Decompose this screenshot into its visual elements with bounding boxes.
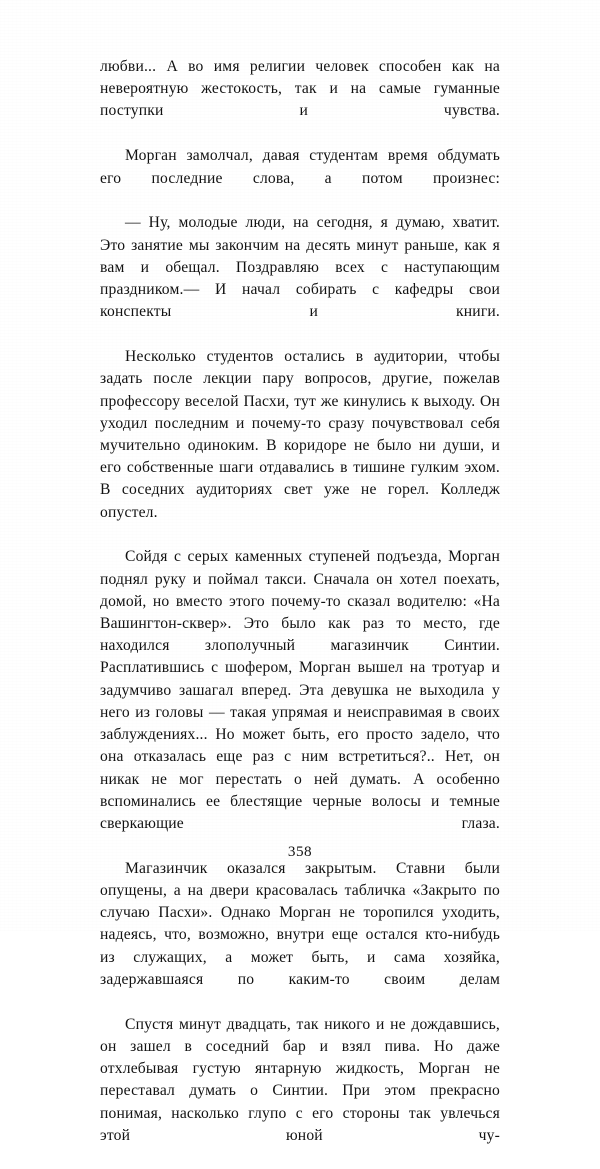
paragraph: — Ну, молодые люди, на сегодня, я думаю, хватит. Это занятие мы закончим на десять минут раньше, как я вам и обещал. Поздравляю всех с наступающим праздником.— И начал собирать с кафедры свои конспекты и книги.	[100, 214, 500, 321]
page-text-block	[100, 56, 500, 1169]
paragraph: Морган замолчал, давая студентам время обдумать его последние слова, а потом произнес:	[100, 147, 500, 187]
paragraph: Несколько студентов остались в аудитории, чтобы задать после лекции пару вопросов, другие, пожелав профессору веселой Пасхи, тут же кинулись к выходу. Он уходил последним и почему-то сразу почувствовал себя мучительно одиноким. В коридоре не было ни души, и его собственные шаги отдавались в тишине гулким эхом. В соседних аудиториях свет уже не горел. Колледж опустел.	[100, 348, 500, 521]
paragraph: Спустя минут двадцать, так никого и не дождавшись, он зашел в соседний бар и взял пива. Но даже отхлебывая густую янтарную жидкость, Морган не переставал думать о Синтии. При этом прекрасно понимая, насколько глупо с его стороны так увлечься этой юной чу-	[100, 1015, 500, 1144]
paragraph: Сойдя с серых каменных ступеней подъезда, Морган поднял руку и поймал такси. Сначала он хотел поехать, домой, но вместо этого почему-то сказал водителю: «На Вашингтон-сквер». Это было как раз то место, где находился злополучный магазинчик Синтии. Расплатившись с шофером, Морган вышел на тротуар и задумчиво зашагал вперед. Эта девушка не выходила у него из головы — такая упрямая и неисправимая в своих заблуждениях... Но может быть, его просто задело, что она отказалась еще раз с ним встретиться?.. Нет, он никак не мог перестать о ней думать. А особенно вспоминались ее блестящие черные волосы и темные сверкающие глаза.	[100, 548, 500, 832]
page-number: 358	[287, 843, 313, 860]
paragraph: Магазинчик оказался закрытым. Ставни были опущены, а на двери красовалась табличка «Закрыто по случаю Пасхи». Однако Морган не торопился уходить, надеясь, что, возможно, внутри еще остался кто-нибудь из служащих, а может быть, и сама хозяйка, задержавшаяся по каким-то своим делам	[100, 859, 500, 988]
paragraph: любви... А во имя религии человек способен как на невероятную жестокость, так и на самые гуманные поступки и чувства.	[100, 58, 500, 120]
